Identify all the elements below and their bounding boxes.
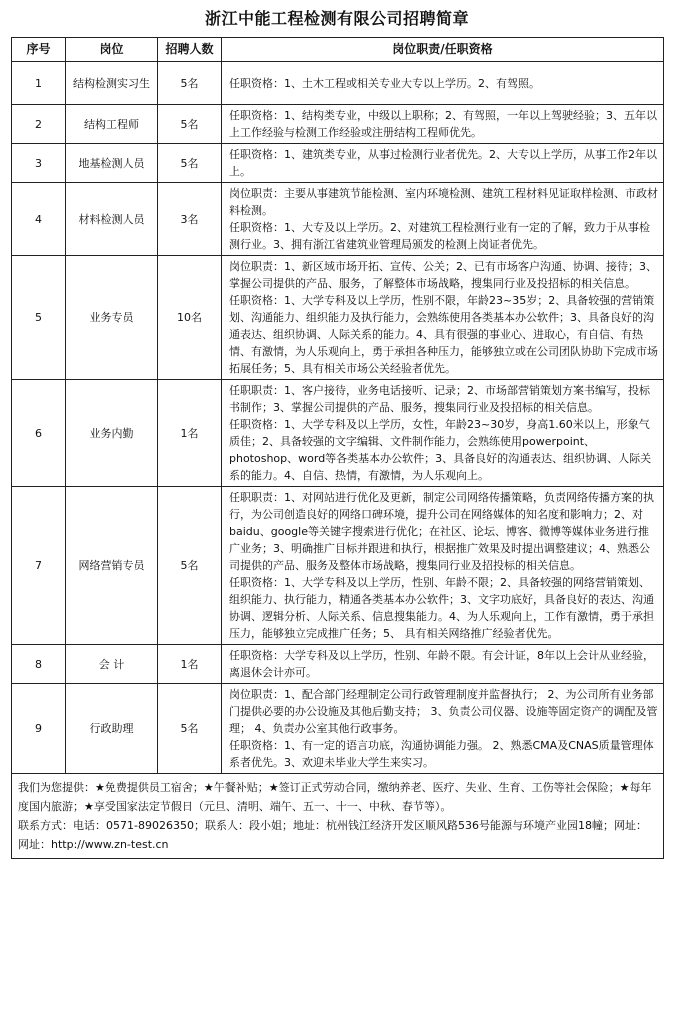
- benefits-text: 我们为您提供：★免费提供员工宿舍；★午餐补贴；★签订正式劳动合同，缴纳养老、医疗、失业、生育、工伤等社会保险；★每年度国内旅游；★享受国家法定节假日（元旦、清明、端午、五一、十一、中秋、春节等）。: [18, 781, 652, 813]
- row-requirements: [222, 144, 664, 183]
- row-requirements: [222, 380, 664, 487]
- requirement-text: 任职资格：1、有一定的语言功底，沟通协调能力强。 2、熟悉CMA及CNAS质量管理体系者优先。3、欢迎未毕业大学生来实习。: [229, 739, 654, 769]
- row-seq: 6: [12, 380, 66, 487]
- duty-text: 岗位职责：1、配合部门经理制定公司行政管理制度并监督执行； 2、为公司所有业务部门提供必要的办公设施及其他后勤支持； 3、负责公司仪器、设施等固定资产的调配及管理； 4、负责办公室其他行政事务。: [229, 688, 658, 735]
- row-position: 结构工程师: [66, 105, 158, 144]
- table-row: [12, 183, 664, 256]
- table-row: [12, 105, 664, 144]
- table-row: [12, 380, 664, 487]
- row-position: 会 计: [66, 645, 158, 684]
- row-position: 地基检测人员: [66, 144, 158, 183]
- row-count: 1名: [158, 645, 222, 684]
- row-seq: 8: [12, 645, 66, 684]
- row-count: 5名: [158, 105, 222, 144]
- header-requirements: 岗位职责/任职资格: [222, 38, 664, 62]
- row-seq: 2: [12, 105, 66, 144]
- table-row: [12, 684, 664, 774]
- row-requirements: [222, 256, 664, 380]
- row-seq: 7: [12, 487, 66, 645]
- row-position: 行政助理: [66, 684, 158, 774]
- row-seq: 4: [12, 183, 66, 256]
- row-position: 业务内勤: [66, 380, 158, 487]
- row-count: 5名: [158, 487, 222, 645]
- footer-cell: [12, 774, 664, 859]
- row-count: 1名: [158, 380, 222, 487]
- requirement-text: 任职资格：1、大专及以上学历。2、对建筑工程检测行业有一定的了解，致力于从事检测行业。3、拥有浙江省建筑业管理局颁发的检测上岗证者优先。: [229, 221, 650, 251]
- duty-text: 岗位职责：主要从事建筑节能检测、室内环境检测、建筑工程材料见证取样检测、市政材料检测。: [229, 187, 658, 217]
- table-header-row: [12, 38, 664, 62]
- row-seq: 5: [12, 256, 66, 380]
- page-title: 浙江中能工程检测有限公司招聘简章: [204, 9, 469, 28]
- header-seq: 序号: [12, 38, 66, 62]
- table-row: [12, 645, 664, 684]
- requirement-text: 任职资格：大学专科及以上学历，性别、年龄不限。有会计证，8年以上会计从业经验，离退休会计亦可。: [229, 649, 654, 679]
- footer-row: [12, 774, 664, 859]
- row-count: 5名: [158, 62, 222, 105]
- duty-text: 岗位职责：1、新区域市场开拓、宣传、公关；2、已有市场客户沟通、协调、接待；3、掌握公司提供的产品、服务，了解整体市场战略，搜集同行业及投招标的相关信息。: [229, 260, 657, 290]
- table-row: [12, 487, 664, 645]
- requirement-text: 任职资格：1、土木工程或相关专业大专以上学历。2、有驾照。: [229, 76, 540, 90]
- row-requirements: [222, 62, 664, 105]
- row-seq: 3: [12, 144, 66, 183]
- requirement-text: 任职资格：1、大学专科及以上学历，性别、年龄不限；2、具备较强的网络营销策划、组织能力、执行能力，精通各类基本办公软件；3、文字功底好，具备良好的表达、沟通协调、逻辑分析、人际关系、信息搜集能力。4、为人乐观向上，工作有激情，勇于承担压力，能够独立完成推广任务；5、 具有相关网络推广经验者优先。: [229, 576, 654, 640]
- row-seq: 1: [12, 62, 66, 105]
- requirement-text: 任职资格：1、大学专科及以上学历，性别不限，年龄23~35岁；2、具备较强的营销策划、沟通能力、组织能力及执行能力，会熟练使用各类基本办公软件；3、具备良好的沟通表达、组织协调、人际关系的能力。4、具有很强的事业心、进取心，有自信、有热情、有激情，为人乐观向上，勇于承担各种压力，能够独立或在公司团队协助下完成市场拓展任务；5、具有相关市场公关经验者优先。: [229, 294, 658, 375]
- requirement-text: 任职资格：1、结构类专业，中级以上职称；2、有驾照，一年以上驾驶经验；3、五年以上工作经验与检测工作经验或注册结构工程师优先。: [229, 109, 657, 139]
- row-position: 结构检测实习生: [66, 62, 158, 105]
- row-requirements: [222, 645, 664, 684]
- header-position: 岗位: [66, 38, 158, 62]
- contact-text: 联系方式：电话：0571-89026350；联系人：段小姐；地址：杭州钱江经济开发区顺风路536号能源与环境产业园18幢；网址：网址：http://www.zn-test.cn: [18, 819, 647, 851]
- row-seq: 9: [12, 684, 66, 774]
- row-position: 业务专员: [66, 256, 158, 380]
- header-count: 招聘人数: [158, 38, 222, 62]
- recruitment-table: [11, 37, 664, 859]
- row-position: 网络营销专员: [66, 487, 158, 645]
- duty-text: 任职职责：1、对网站进行优化及更新，制定公司网络传播策略，负责网络传播方案的执行，为公司创造良好的网络口碑环境，提升公司在网络媒体的知名度和影响力；2、对baidu、google等关键字搜索进行优化；在社区、论坛、博客、微博等媒体业务进行推广业务；3、明确推广目标并跟进和执行，根据推广效果及时提出调整建议；4、熟悉公司提供的产品、服务及整体市场战略，搜集同行业及招投标的相关信息。: [229, 491, 654, 572]
- row-count: 5名: [158, 144, 222, 183]
- duty-text: 任职职责：1、客户接待，业务电话接听、记录；2、市场部营销策划方案书编写，投标书制作；3、掌握公司提供的产品、服务，搜集同行业及投招标的相关信息。: [229, 384, 650, 414]
- row-position: 材料检测人员: [66, 183, 158, 256]
- table-row: [12, 256, 664, 380]
- row-count: 10名: [158, 256, 222, 380]
- row-count: 5名: [158, 684, 222, 774]
- row-count: 3名: [158, 183, 222, 256]
- table-row: [12, 62, 664, 105]
- row-requirements: [222, 487, 664, 645]
- requirement-text: 任职资格：1、建筑类专业，从事过检测行业者优先。2、大专以上学历，从事工作2年以上。: [229, 148, 657, 178]
- row-requirements: [222, 105, 664, 144]
- table-row: [12, 144, 664, 183]
- row-requirements: [222, 183, 664, 256]
- row-requirements: [222, 684, 664, 774]
- requirement-text: 任职资格：1、大学专科及以上学历，女性，年龄23~30岁，身高1.60米以上，形象气质佳；2、具备较强的文字编辑、文件制作能力，会熟练使用powerpoint、photoshop、word等各类基本办公软件；3、具备良好的沟通表达、组织协调、人际关系的能力。4、自信、热情，有激情，为人乐观向上。: [229, 418, 652, 482]
